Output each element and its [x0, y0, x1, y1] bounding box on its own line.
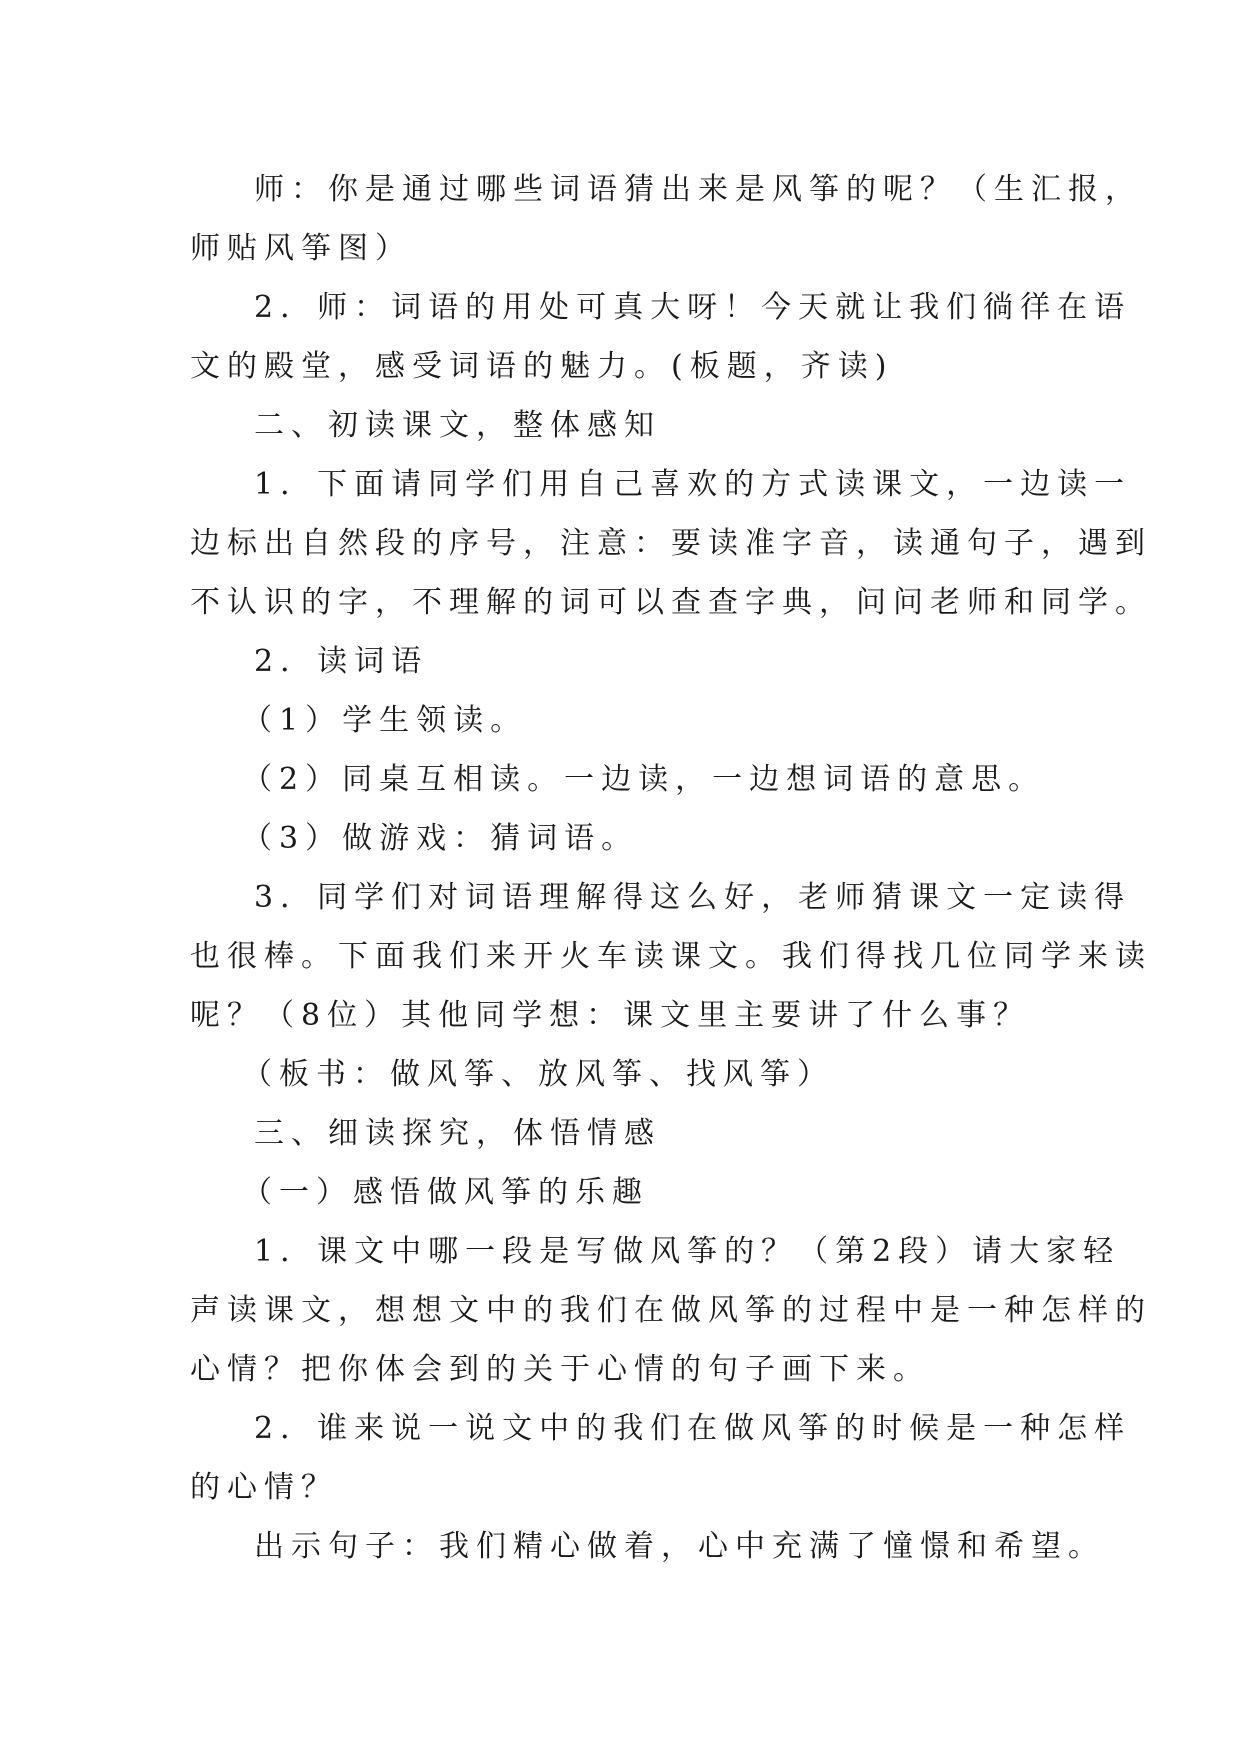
paragraph-line: 边标出自然段的序号，注意：要读准字音，读通句子，遇到 [190, 526, 1152, 561]
paragraph-line: 1．下面请同学们用自己喜欢的方式读课文，一边读一 [254, 467, 1132, 502]
paragraph-line: 2．谁来说一说文中的我们在做风筝的时候是一种怎样 [254, 1411, 1132, 1446]
paragraph-line: 文的殿堂，感受词语的魅力。(板题，齐读) [190, 349, 894, 384]
list-item: （2）同桌互相读。一边读，一边想词语的意思。 [242, 762, 1046, 797]
paragraph-line: 2．师：词语的用处可真大呀！今天就让我们徜徉在语 [254, 290, 1132, 325]
paragraph-line: 声读课文，想想文中的我们在做风筝的过程中是一种怎样的 [190, 1293, 1152, 1328]
paragraph-line: 师：你是通过哪些词语猜出来是风筝的呢？（生汇报， [254, 172, 1142, 207]
paragraph-line: 也很棒。下面我们来开火车读课文。我们得找几位同学来读 [190, 939, 1152, 974]
list-item: （1）学生领读。 [242, 703, 528, 738]
paragraph-line: 的心情？ [190, 1470, 338, 1505]
paragraph-line: 心情？把你体会到的关于心情的句子画下来。 [190, 1352, 930, 1387]
subsection-heading: （一）感悟做风筝的乐趣 [242, 1175, 649, 1210]
section-heading: 二、初读课文，整体感知 [254, 408, 661, 443]
section-heading: 三、细读探究，体悟情感 [254, 1116, 661, 1151]
paragraph-line: 1．课文中哪一段是写做风筝的？（第2段）请大家轻 [254, 1234, 1121, 1269]
document-body [190, 160, 1152, 1576]
paragraph-line: 出示句子：我们精心做着，心中充满了憧憬和希望。 [254, 1529, 1105, 1564]
paragraph-line: 师贴风筝图） [190, 231, 412, 266]
paragraph-line: （板书：做风筝、放风筝、找风筝） [242, 1057, 834, 1092]
paragraph-line: 2．读词语 [254, 644, 429, 679]
paragraph-line: 不认识的字，不理解的词可以查查字典，问问老师和同学。 [190, 585, 1152, 620]
list-item: （3）做游戏：猜词语。 [242, 821, 639, 856]
paragraph-line: 呢？（8位）其他同学想：课文里主要讲了什么事？ [190, 998, 1031, 1033]
paragraph-line: 3．同学们对词语理解得这么好，老师猜课文一定读得 [254, 880, 1132, 915]
